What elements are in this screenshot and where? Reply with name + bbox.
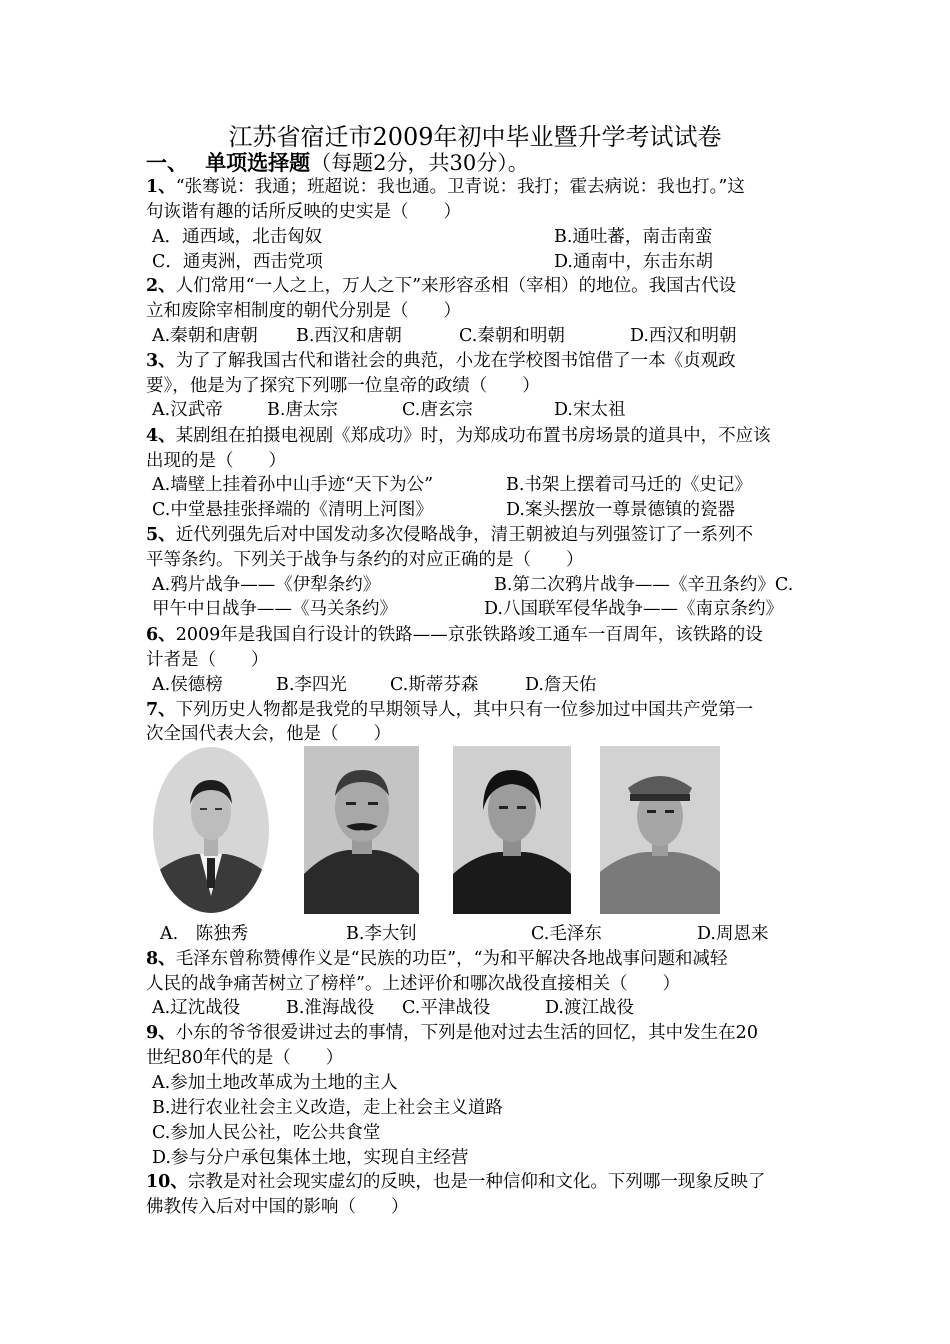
question-2-line-1 <box>146 274 736 298</box>
question-3-text: 为了了解我国古代和谐社会的典范，小龙在学校图书馆借了一本《贞观政 <box>175 351 736 371</box>
question-5-number: 5、 <box>146 525 176 545</box>
question-8-option-c: C.平津战役 <box>402 998 491 1018</box>
question-3-option-d: D.宋太祖 <box>554 400 626 420</box>
question-6-line-2: 计者是（ ） <box>146 650 269 670</box>
question-4-line-1 <box>146 424 771 448</box>
portrait-zhou-enlai <box>600 746 720 914</box>
question-7-line-1 <box>146 698 753 722</box>
exam-title: 江苏省宿迁市2009年初中毕业暨升学考试试卷 <box>228 123 722 151</box>
question-2-text: 人们常用“一人之上，万人之下”来形容丞相（宰相）的地位。我国古代设 <box>175 276 737 296</box>
question-7-number: 7、 <box>146 700 176 720</box>
question-7-text: 下列历史人物都是我党的早期领导人，其中只有一位参加过中国共产党第一 <box>175 700 754 720</box>
section-note: （每题2分，共30分）。 <box>310 151 529 175</box>
question-8-option-b: B.淮海战役 <box>286 998 375 1018</box>
question-1-option-a: A．通西域，北击匈奴 <box>152 227 323 247</box>
question-9-line-1 <box>146 1021 758 1045</box>
question-8-number: 8、 <box>146 949 176 969</box>
question-6-line-1 <box>146 623 763 647</box>
question-1-option-c: C．通夷洲，西击党项 <box>152 252 323 272</box>
question-3-option-c: C.唐玄宗 <box>402 400 473 420</box>
question-8-text: 毛泽东曾称赞傅作义是“民族的功臣”，“为和平解决各地战事问题和减轻 <box>175 949 728 969</box>
question-4-text: 某剧组在拍摄电视剧《郑成功》时，为郑成功布置书房场景的道具中，不应该 <box>175 426 771 446</box>
question-2-option-b: B.西汉和唐朝 <box>296 326 402 346</box>
question-7-option-a: A. 陈独秀 <box>160 924 249 944</box>
question-3-line-2: 要》，他是为了探究下列哪一位皇帝的政绩（ ） <box>146 376 540 396</box>
question-7-option-c: C.毛泽东 <box>531 924 602 944</box>
question-8-option-a: A.辽沈战役 <box>152 998 241 1018</box>
question-6-option-a: A.侯德榜 <box>152 675 223 695</box>
question-10-number: 10、 <box>146 1172 188 1192</box>
question-6-text: 2009年是我国自行设计的铁路——京张铁路竣工通车一百周年，该铁路的设 <box>175 625 763 645</box>
question-4-number: 4、 <box>146 426 176 446</box>
question-7-option-b: B.李大钊 <box>346 924 417 944</box>
question-9-number: 9、 <box>146 1023 176 1043</box>
question-8-line-2: 人民的战争痛苦树立了榜样”。上述评价和哪次战役直接相关（ ） <box>146 974 680 994</box>
section-name: 单项选择题 <box>205 150 311 175</box>
question-4-option-d: D.案头摆放一尊景德镇的瓷器 <box>506 500 735 520</box>
question-10-line-2: 佛教传入后对中国的影响（ ） <box>146 1197 409 1217</box>
question-1-line-2: 句诙谐有趣的话所反映的史实是（ ） <box>146 202 461 222</box>
question-5-option-c: 甲午中日战争——《马关条约》 <box>152 599 397 619</box>
question-9-option-d: D.参与分户承包集体土地，实现自主经营 <box>152 1148 469 1168</box>
question-3-line-1 <box>146 349 736 373</box>
section-number: 一、 <box>146 150 178 175</box>
question-2-option-a: A.秦朝和唐朝 <box>152 326 258 346</box>
portrait-mao-zedong <box>453 746 571 914</box>
question-2-number: 2、 <box>146 276 176 296</box>
question-2-option-d: D.西汉和明朝 <box>630 326 737 346</box>
question-6-option-d: D.詹天佑 <box>525 675 597 695</box>
question-10-text: 宗教是对社会现实虚幻的反映，也是一种信仰和文化。下列哪一现象反映了 <box>187 1172 766 1192</box>
question-10-line-1 <box>146 1170 765 1194</box>
question-4-line-2: 出现的是（ ） <box>146 451 286 471</box>
question-9-option-c: C.参加人民公社，吃公共食堂 <box>152 1123 381 1143</box>
question-4-option-b: B.书架上摆着司马迁的《史记》 <box>506 475 752 495</box>
question-2-line-2: 立和废除宰相制度的朝代分别是（ ） <box>146 301 461 321</box>
question-1-text: “张骞说：我通；班超说：我也通。卫青说：我打；霍去病说：我也打。”这 <box>175 177 745 197</box>
question-6-option-c: C.斯蒂芬森 <box>390 675 479 695</box>
question-3-number: 3、 <box>146 351 176 371</box>
question-1-option-b: B.通吐蕃，南击南蛮 <box>554 227 713 247</box>
question-4-option-a: A.墙壁上挂着孙中山手迹“天下为公” <box>152 475 434 495</box>
question-5-option-b: B.第二次鸦片战争——《辛丑条约》C. <box>494 575 794 595</box>
question-5-text: 近代列强先后对中国发动多次侵略战争，清王朝被迫与列强签订了一系列不 <box>175 525 754 545</box>
question-1-line-1 <box>146 175 745 199</box>
question-9-line-2: 世纪80年代的是（ ） <box>146 1048 344 1068</box>
question-7-line-2: 次全国代表大会，他是（ ） <box>146 724 391 744</box>
question-3-option-b: B.唐太宗 <box>267 400 338 420</box>
question-5-option-d: D.八国联军侵华战争——《南京条约》 <box>484 599 783 619</box>
question-2-option-c: C.秦朝和明朝 <box>459 326 565 346</box>
question-1-number: 1、 <box>146 177 176 197</box>
question-6-option-b: B.李四光 <box>276 675 347 695</box>
question-5-line-2: 平等条约。下列关于战争与条约的对应正确的是（ ） <box>146 550 584 570</box>
portrait-chen-duxiu <box>152 746 270 914</box>
question-5-option-a: A.鸦片战争——《伊犁条约》 <box>152 575 381 595</box>
question-4-option-c: C.中堂悬挂张择端的《清明上河图》 <box>152 500 433 520</box>
question-6-number: 6、 <box>146 625 176 645</box>
question-5-line-1 <box>146 523 753 547</box>
question-7-option-d: D.周恩来 <box>697 924 769 944</box>
question-3-option-a: A.汉武帝 <box>152 400 223 420</box>
question-9-option-a: A.参加土地改革成为土地的主人 <box>152 1073 398 1093</box>
section-heading <box>146 150 529 176</box>
question-8-line-1 <box>146 947 728 971</box>
portrait-li-dazhao <box>304 746 419 914</box>
question-9-text: 小东的爷爷很爱讲过去的事情，下列是他对过去生活的回忆，其中发生在20 <box>175 1023 758 1043</box>
question-8-option-d: D.渡江战役 <box>545 998 634 1018</box>
question-9-option-b: B.进行农业社会主义改造，走上社会主义道路 <box>152 1098 503 1118</box>
question-1-option-d: D.通南中，东击东胡 <box>554 252 713 272</box>
